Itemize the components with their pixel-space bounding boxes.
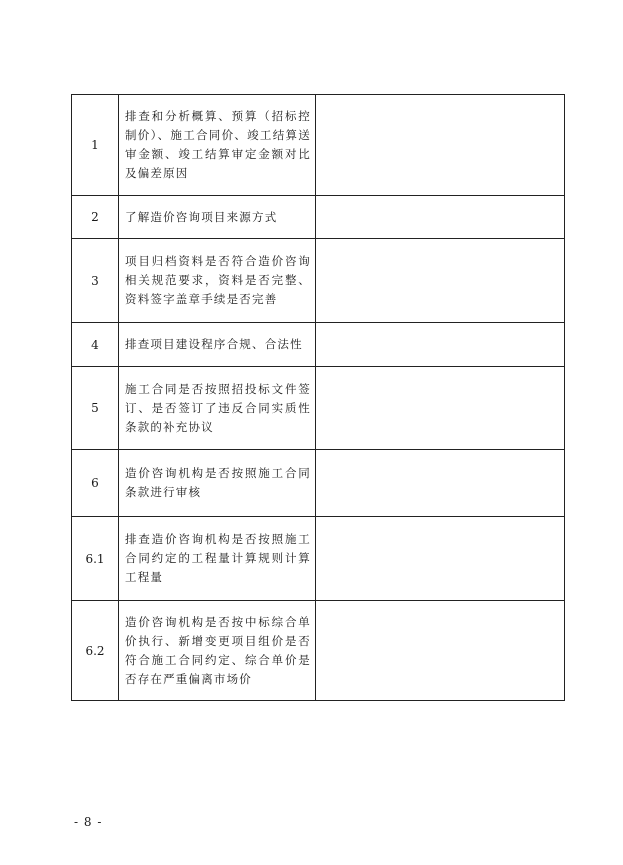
page-number: - 8 - xyxy=(74,815,103,829)
checklist-table xyxy=(71,94,565,701)
row-number: 3 xyxy=(72,239,119,323)
table-row xyxy=(72,367,565,450)
table-row xyxy=(72,196,565,239)
table-row xyxy=(72,95,565,196)
row-result-cell xyxy=(316,95,565,196)
row-number: 2 xyxy=(72,196,119,239)
table-row xyxy=(72,517,565,601)
row-result-cell xyxy=(316,323,565,367)
row-number: 6.2 xyxy=(72,601,119,701)
row-result-cell xyxy=(316,601,565,701)
table-row xyxy=(72,601,565,701)
row-item: 排查和分析概算、预算（招标控制价）、施工合同价、竣工结算送审金额、竣工结算审定金额对比及偏差原因 xyxy=(119,95,316,196)
row-result-cell xyxy=(316,450,565,517)
row-item: 施工合同是否按照招投标文件签订、是否签订了违反合同实质性条款的补充协议 xyxy=(119,367,316,450)
table-row xyxy=(72,323,565,367)
row-number: 1 xyxy=(72,95,119,196)
row-result-cell xyxy=(316,517,565,601)
row-item: 造价咨询机构是否按照施工合同条款进行审核 xyxy=(119,450,316,517)
row-item: 造价咨询机构是否按中标综合单价执行、新增变更项目组价是否符合施工合同约定、综合单价是否存在严重偏离市场价 xyxy=(119,601,316,701)
row-result-cell xyxy=(316,367,565,450)
table-row xyxy=(72,239,565,323)
row-number: 6.1 xyxy=(72,517,119,601)
row-item: 排查项目建设程序合规、合法性 xyxy=(119,323,316,367)
row-number: 6 xyxy=(72,450,119,517)
row-number: 5 xyxy=(72,367,119,450)
row-number: 4 xyxy=(72,323,119,367)
row-item: 项目归档资料是否符合造价咨询相关规范要求，资料是否完整、资料签字盖章手续是否完善 xyxy=(119,239,316,323)
row-result-cell xyxy=(316,196,565,239)
row-item: 了解造价咨询项目来源方式 xyxy=(119,196,316,239)
table-row xyxy=(72,450,565,517)
row-item: 排查造价咨询机构是否按照施工合同约定的工程量计算规则计算工程量 xyxy=(119,517,316,601)
row-result-cell xyxy=(316,239,565,323)
